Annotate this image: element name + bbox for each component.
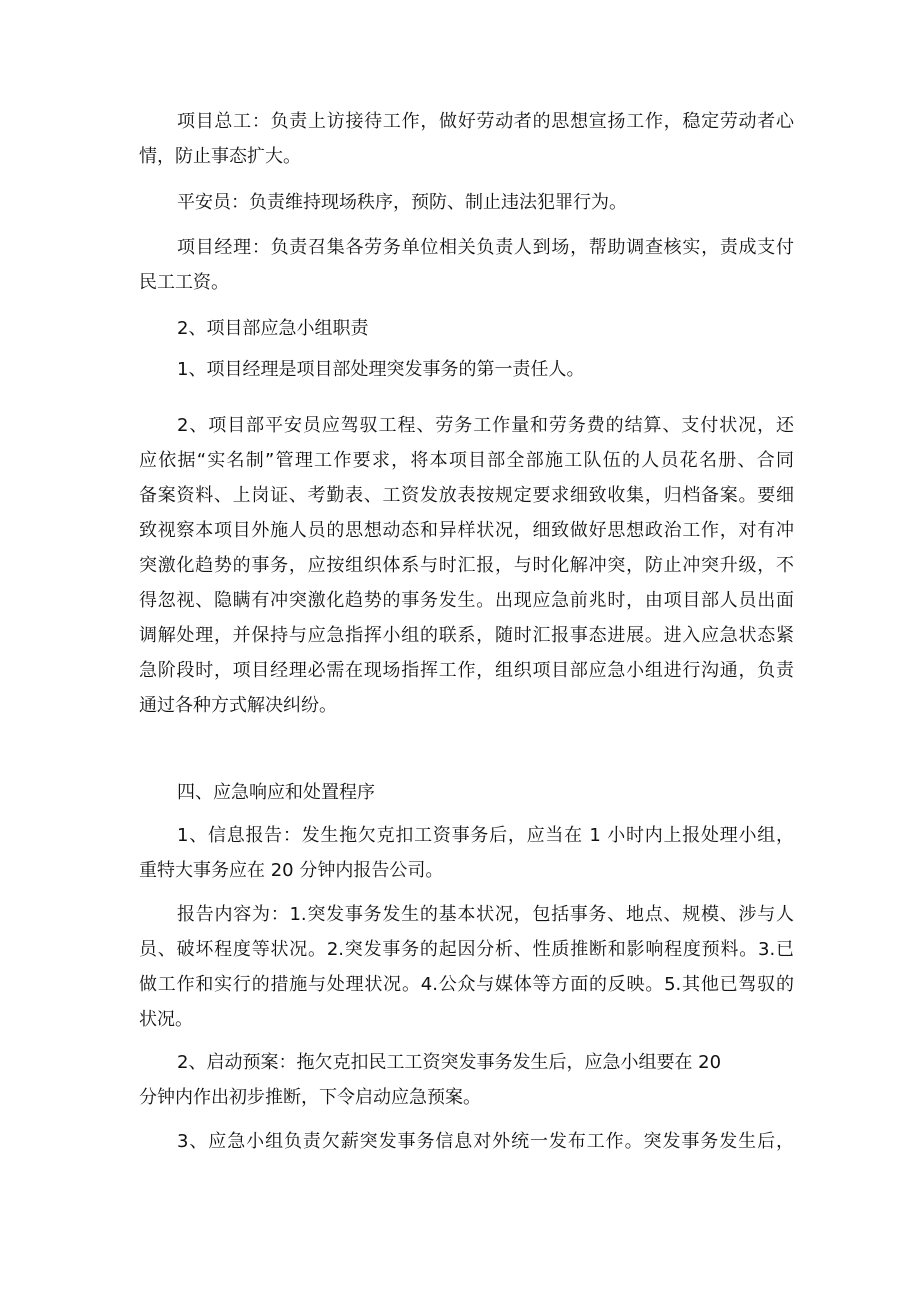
paragraph-start-plan <box>139 1045 794 1115</box>
text-line: 做工作和实行的措施与处理状况。4.公众与媒体等方面的反映。5.其他已驾驭的 <box>139 974 794 995</box>
text-line: 情，防止事态扩大。 <box>139 146 301 167</box>
paragraph-duty-1 <box>139 352 794 387</box>
text-line: 状况。 <box>139 1009 193 1030</box>
paragraph-information-release <box>139 1124 794 1159</box>
text-line: 员、破坏程度等状况。2.突发事务的起因分析、性质推断和影响程度预料。3.已 <box>139 939 794 960</box>
text-line: 3、应急小组负责欠薪突发事务信息对外统一发布工作。突发事务发生后， <box>177 1131 794 1152</box>
text-line: 2、启动预案：拖欠克扣民工工资突发事务发生后，应急小组要在 20 <box>177 1052 722 1073</box>
text-line: 应依据“实名制”管理工作要求，将本项目部全部施工队伍的人员花名册、合同 <box>139 450 794 471</box>
paragraph-duty-2 <box>139 408 794 723</box>
text-line: 四、应急响应和处置程序 <box>177 782 375 803</box>
section-heading-emergency-response <box>139 775 794 810</box>
text-line: 民工工资。 <box>139 272 229 293</box>
text-line: 项目经理：负责召集各劳务单位相关负责人到场，帮助调查核实，责成支付 <box>177 237 794 258</box>
text-line: 急阶段时，项目经理必需在现场指挥工作，组织项目部应急小组进行沟通，负责 <box>139 660 794 681</box>
text-line: 致视察本项目外施人员的思想动态和异样状况，细致做好思想政治工作，对有冲 <box>139 520 794 541</box>
paragraph-report-content <box>139 897 794 1037</box>
text-line: 1、信息报告：发生拖欠克扣工资事务后，应当在 1 小时内上报处理小组， <box>177 825 794 846</box>
text-line: 1、项目经理是项目部处理突发事务的第一责任人。 <box>177 359 585 380</box>
text-line: 通过各种方式解决纠纷。 <box>139 695 337 716</box>
text-line: 调解处理，并保持与应急指挥小组的联系，随时汇报事态进展。进入应急状态紧 <box>139 625 794 646</box>
text-line: 得忽视、隐瞒有冲突激化趋势的事务发生。出现应急前兆时，由项目部人员出面 <box>139 590 794 611</box>
section-heading-emergency-group-duties <box>139 311 794 346</box>
text-line: 2、项目部应急小组职责 <box>177 318 369 339</box>
text-line: 分钟内作出初步推断，下令启动应急预案。 <box>139 1087 481 1108</box>
paragraph-project-chief-engineer <box>139 104 794 174</box>
text-line: 项目总工：负责上访接待工作，做好劳动者的思想宣扬工作，稳定劳动者心 <box>177 111 794 132</box>
text-line: 平安员：负责维持现场秩序，预防、制止违法犯罪行为。 <box>177 192 627 213</box>
paragraph-project-manager <box>139 230 794 300</box>
text-line: 2、项目部平安员应驾驭工程、劳务工作量和劳务费的结算、支付状况，还 <box>177 415 794 436</box>
text-line: 备案资料、上岗证、考勤表、工资发放表按规定要求细致收集，归档备案。要细 <box>139 485 794 506</box>
paragraph-information-report <box>139 818 794 888</box>
text-line: 报告内容为：1.突发事务发生的基本状况，包括事务、地点、规模、涉与人 <box>177 904 794 925</box>
text-line: 重特大事务应在 20 分钟内报告公司。 <box>139 860 444 881</box>
paragraph-safety-officer <box>139 185 794 220</box>
text-line: 突激化趋势的事务，应按组织体系与时汇报，与时化解冲突，防止冲突升级，不 <box>139 555 794 576</box>
